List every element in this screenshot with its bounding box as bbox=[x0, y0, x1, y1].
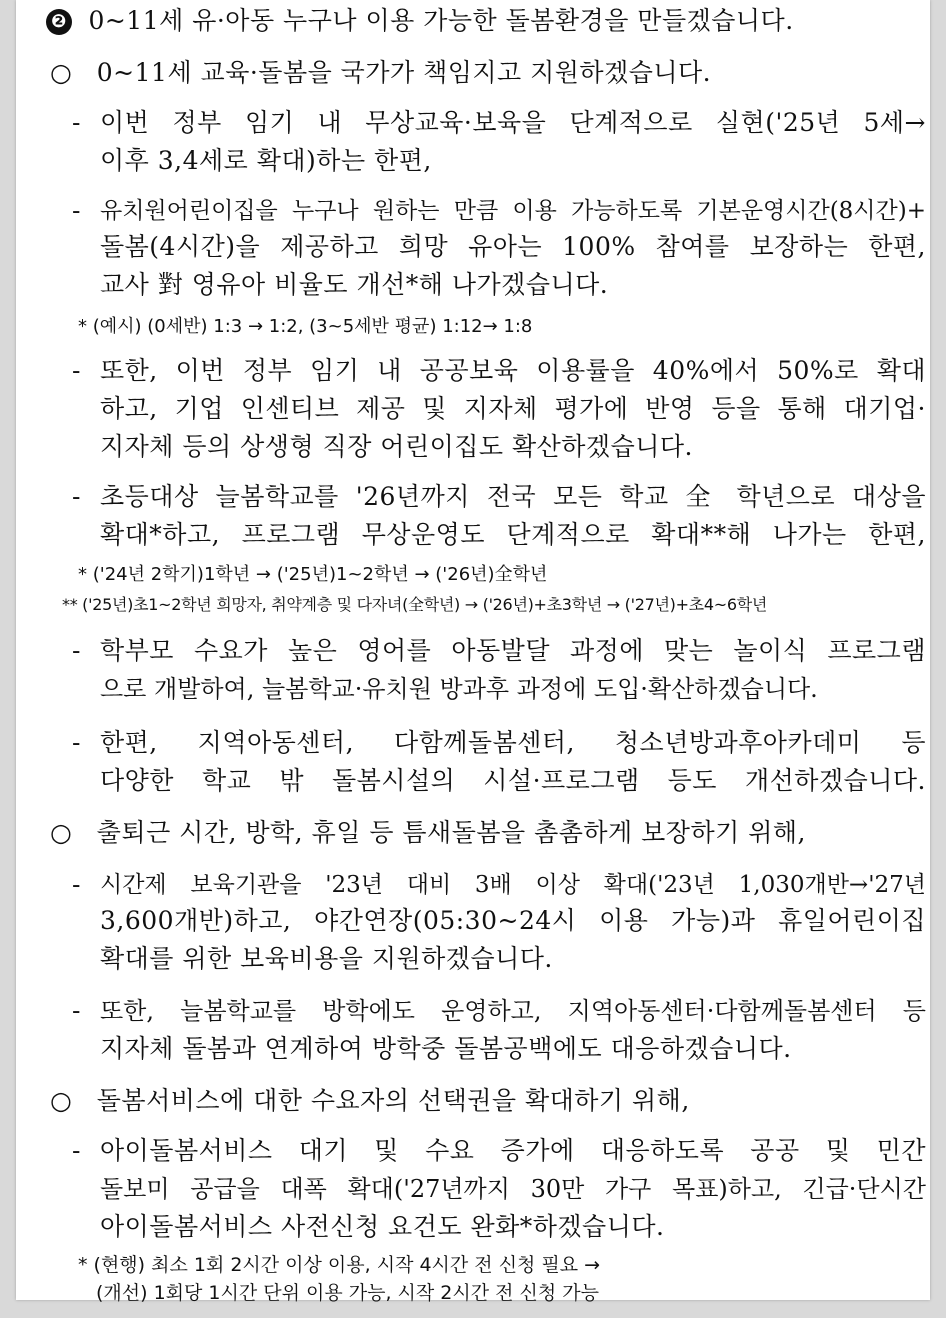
dash-marker: - bbox=[72, 1136, 81, 1165]
circle-bullet-icon: ○ bbox=[50, 1086, 73, 1115]
paragraph-line: 학부모 수요가 높은 영어를 아동발달 과정에 맞는 놀이식 프로그램 bbox=[100, 636, 926, 665]
section-3-title: ○ 돌봄서비스에 대한 수요자의 선택권을 확대하기 위해, bbox=[50, 1086, 690, 1115]
number-2-icon: ❷ bbox=[46, 9, 72, 35]
paragraph-line: 으로 개발하여, 늘봄학교·유치원 방과후 과정에 도입·확산하겠습니다. bbox=[100, 675, 818, 703]
dash-marker: - bbox=[72, 996, 81, 1025]
paragraph-line: 또한, 이번 정부 임기 내 공공보육 이용률을 40%에서 50%로 확대 bbox=[100, 356, 926, 385]
paragraph-line: 확대*하고, 프로그램 무상운영도 단계적으로 확대**해 나가는 한편, bbox=[100, 520, 926, 549]
paragraph-line: 이번 정부 임기 내 무상교육·보육을 단계적으로 실현('25년 5세→ bbox=[100, 108, 926, 137]
paragraph-line: 아이돌봄서비스 대기 및 수요 증가에 대응하도록 공공 및 민간 bbox=[100, 1136, 926, 1165]
paragraph-line: 초등대상 늘봄학교를 '26년까지 전국 모든 학교 全 학년으로 대상을 bbox=[100, 482, 926, 511]
paragraph-line: 확대를 위한 보육비용을 지원하겠습니다. bbox=[100, 944, 553, 973]
paragraph-line: 지자체 등의 상생형 직장 어린이집도 확산하겠습니다. bbox=[100, 432, 693, 461]
paragraph-line: 시간제 보육기관을 '23년 대비 3배 이상 확대('23년 1,030개반→'27년 bbox=[100, 872, 926, 898]
paragraph-line: 또한, 늘봄학교를 방학에도 운영하고, 지역아동센터·다함께돌봄센터 등 bbox=[100, 997, 926, 1025]
document-page bbox=[16, 0, 930, 1304]
paragraph-line: 지자체 돌봄과 연계하여 방학중 돌봄공백에도 대응하겠습니다. bbox=[100, 1034, 792, 1063]
paragraph-line: 유치원어린이집을 누구나 원하는 만큼 이용 가능하도록 기본운영시간(8시간)+ bbox=[100, 198, 926, 224]
paragraph-line: 다양한 학교 밖 돌봄시설의 시설·프로그램 등도 개선하겠습니다. bbox=[100, 766, 926, 795]
dash-marker: - bbox=[72, 728, 81, 757]
paragraph-line: 한편, 지역아동센터, 다함께돌봄센터, 청소년방과후아카데미 등 bbox=[100, 728, 926, 757]
dash-marker: - bbox=[72, 196, 81, 225]
paragraph-line: 돌봄(4시간)을 제공하고 희망 유아는 100% 참여를 보장하는 한편, bbox=[100, 232, 926, 261]
heading-text: 0~11세 유·아동 누구나 이용 가능한 돌봄환경을 만들겠습니다. bbox=[88, 6, 794, 35]
footnote: * (예시) (0세반) 1:3 → 1:2, (3~5세반 평균) 1:12→ 1:8 bbox=[78, 316, 533, 337]
circle-bullet-icon: ○ bbox=[50, 818, 73, 847]
paragraph-line: 돌보미 공급을 대폭 확대('27년까지 30만 가구 목표)하고, 긴급·단시간 bbox=[100, 1175, 926, 1203]
footnote: (개선) 1회당 1시간 단위 이용 가능, 시작 2시간 전 신청 가능 bbox=[96, 1282, 599, 1304]
dash-marker: - bbox=[72, 636, 81, 665]
dash-marker: - bbox=[72, 870, 81, 899]
dash-marker: - bbox=[72, 482, 81, 511]
dash-marker: - bbox=[72, 356, 81, 385]
dash-marker: - bbox=[72, 108, 81, 137]
footnote: ** ('25년)초1~2학년 희망자, 취약계층 및 다자녀(全학년) → ('26년)+초3학년 → ('27년)+초4~6학년 bbox=[62, 595, 768, 614]
section-2-title: ○ 출퇴근 시간, 방학, 휴일 등 틈새돌봄을 촘촘하게 보장하기 위해, bbox=[50, 818, 806, 847]
section-1-title: ○ 0~11세 교육·돌봄을 국가가 책임지고 지원하겠습니다. bbox=[50, 58, 712, 87]
paragraph-line: 이후 3,4세로 확대)하는 한편, bbox=[100, 146, 432, 175]
paragraph-line: 교사 對 영유아 비율도 개선*해 나가겠습니다. bbox=[100, 270, 609, 299]
section-heading bbox=[46, 6, 794, 36]
paragraph-line: 아이돌봄서비스 사전신청 요건도 완화*하겠습니다. bbox=[100, 1212, 665, 1241]
footnote: * ('24년 2학기)1학년 → ('25년)1~2학년 → ('26년)全학년 bbox=[78, 564, 548, 585]
paragraph-line: 3,600개반)하고, 야간연장(05:30~24시 이용 가능)과 휴일어린이집 bbox=[100, 906, 926, 935]
circle-bullet-icon: ○ bbox=[50, 58, 73, 87]
paragraph-line: 하고, 기업 인센티브 제공 및 지자체 평가에 반영 등을 통해 대기업· bbox=[100, 394, 926, 423]
footnote: * (현행) 최소 1회 2시간 이상 이용, 시작 4시간 전 신청 필요 → bbox=[78, 1254, 601, 1276]
